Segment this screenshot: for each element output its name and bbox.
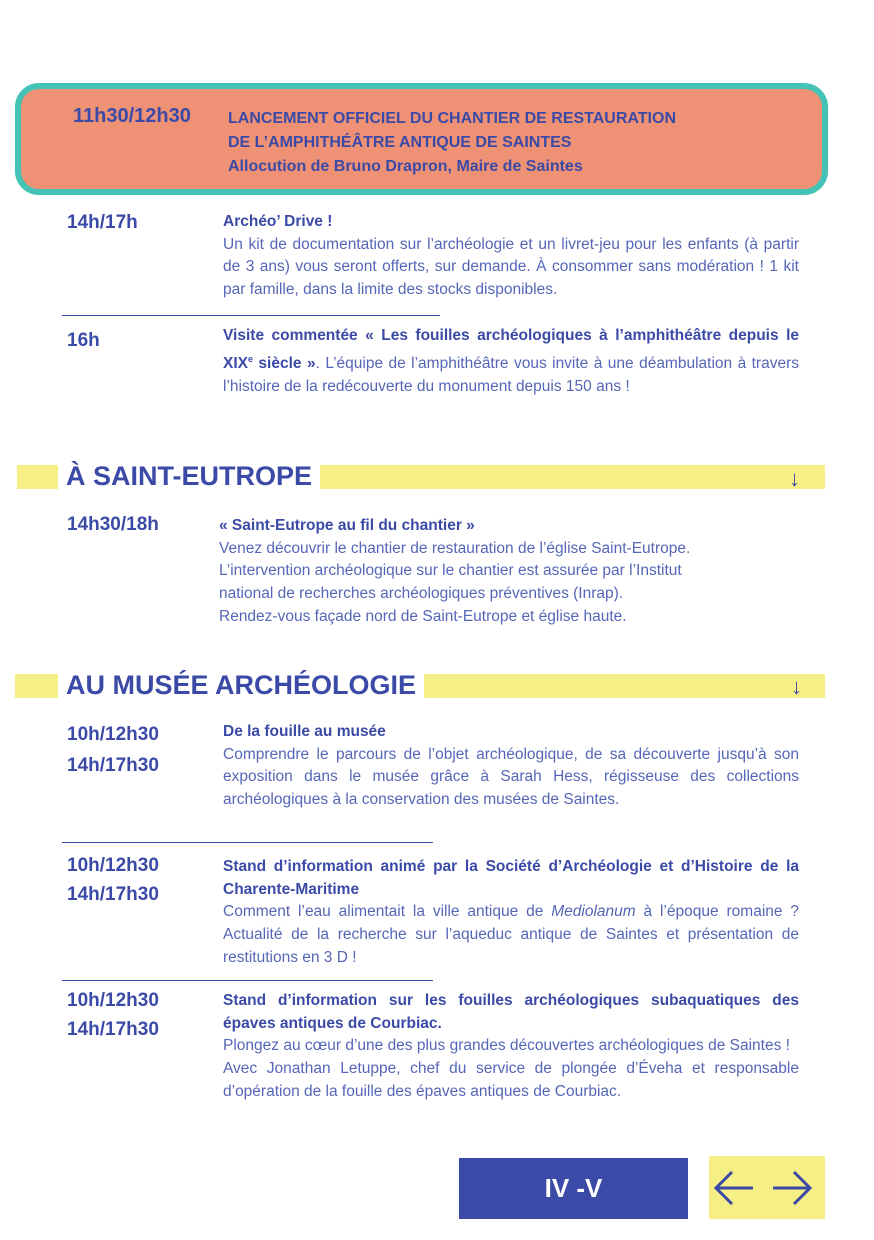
highlight-line-3: Allocution de Bruno Drapron, Maire de Saintes — [228, 158, 583, 175]
event-time-2: 14h/17h30 — [67, 1019, 159, 1040]
divider — [62, 980, 433, 981]
event-line: national de recherches archéologiques préventives (Inrap). — [219, 585, 624, 603]
event-text: Plongez au cœur d’une des plus grandes découvertes archéologiques de Saintes ! — [223, 1037, 790, 1055]
event-body — [223, 856, 799, 970]
event-title: Stand d’information animé par la Société d’Archéologie et d’Histoire de la Charente-Maritime — [223, 858, 799, 898]
arrow-down-icon: ↓ — [789, 466, 800, 491]
event-time: 14h/17h — [67, 212, 138, 233]
event-time-2: 14h/17h30 — [67, 884, 159, 905]
event-time: 14h30/18h — [67, 514, 159, 535]
divider — [62, 315, 440, 316]
event-line: Venez découvrir le chantier de restauration de l’église Saint-Eutrope. — [219, 539, 691, 557]
event-body — [223, 990, 799, 1104]
event-text-emphasis: Mediolanum — [551, 903, 636, 921]
event-text: Comment l’eau alimentait la ville antique de — [223, 903, 552, 921]
event-time — [67, 855, 159, 915]
event-body — [219, 515, 819, 629]
event-text: Un kit de documentation sur l’archéologie et un livret-jeu pour les enfants (à partir de 3 ans) vous seront offerts, sur demande. À consommer sans modération ! 1 kit par famille, dans la limite des stocks disponibles. — [223, 235, 799, 299]
highlight-line-2: DE L’AMPHITHÉÂTRE ANTIQUE DE SAINTES — [228, 134, 572, 151]
page-number: IV -V — [459, 1158, 688, 1219]
event-title: Stand d’information sur les fouilles archéologiques subaquatiques des épaves antiques de Courbiac. — [223, 992, 799, 1032]
event-time: 16h — [67, 330, 100, 351]
event-text: . L’équipe de l’amphithéâtre vous invite à une déambulation à travers l’histoire de la redécouverte du monument depuis 150 ans ! — [223, 354, 799, 395]
event-line: Rendez-vous façade nord de Saint-Eutrope et église haute. — [219, 607, 627, 625]
arrow-right-icon[interactable] — [770, 1166, 814, 1210]
highlight-line-1: LANCEMENT OFFICIEL DU CHANTIER DE RESTAURATION — [228, 110, 676, 127]
event-body — [223, 211, 799, 302]
event-text: Avec Jonathan Letuppe, chef du service de plongée d’Éveha et responsable d’opération de la fouille des épaves antiques de Courbiac. — [223, 1060, 799, 1100]
highlight-time: 11h30/12h30 — [73, 105, 191, 127]
event-time — [67, 990, 159, 1050]
event-time-2: 14h/17h30 — [67, 755, 159, 776]
event-time — [67, 724, 159, 786]
arrow-down-icon: ↓ — [791, 674, 802, 699]
event-line: L’intervention archéologique sur le chantier est assurée par l’Institut — [219, 562, 682, 580]
event-body — [223, 721, 799, 812]
section-title: À SAINT-EUTROPE — [58, 459, 320, 493]
event-title-sup: e — [247, 353, 253, 364]
event-time-1: 10h/12h30 — [67, 990, 159, 1011]
event-title: « Saint-Eutrope au fil du chantier » — [219, 517, 475, 534]
highlight-box — [15, 83, 828, 195]
event-time-1: 10h/12h30 — [67, 724, 159, 745]
event-body — [223, 325, 799, 398]
event-time-1: 10h/12h30 — [67, 855, 159, 876]
divider — [62, 842, 433, 843]
event-title: Archéo’ Drive ! — [223, 213, 333, 230]
event-title: Visite commentée « Les fouilles archéologiques à l’amphithéâtre depuis le XIX — [223, 327, 799, 372]
event-title: De la fouille au musée — [223, 723, 386, 740]
section-title: AU MUSÉE ARCHÉOLOGIE — [58, 668, 424, 702]
page-nav — [709, 1156, 825, 1219]
highlight-title — [228, 107, 676, 179]
event-text-end: à l’époque romaine ? Actualité de la recherche sur l’aqueduc antique de Saintes et présentation de restitutions en 3 D ! — [223, 903, 800, 966]
event-text: Comprendre le parcours de l’objet archéologique, de sa découverte jusqu’à son exposition dans le musée grâce à Sarah Hess, régisseuse des collections archéologiques à la conservation des musées de Saintes. — [223, 745, 799, 809]
arrow-left-icon[interactable] — [712, 1166, 756, 1210]
event-title-end: siècle » — [253, 354, 316, 372]
